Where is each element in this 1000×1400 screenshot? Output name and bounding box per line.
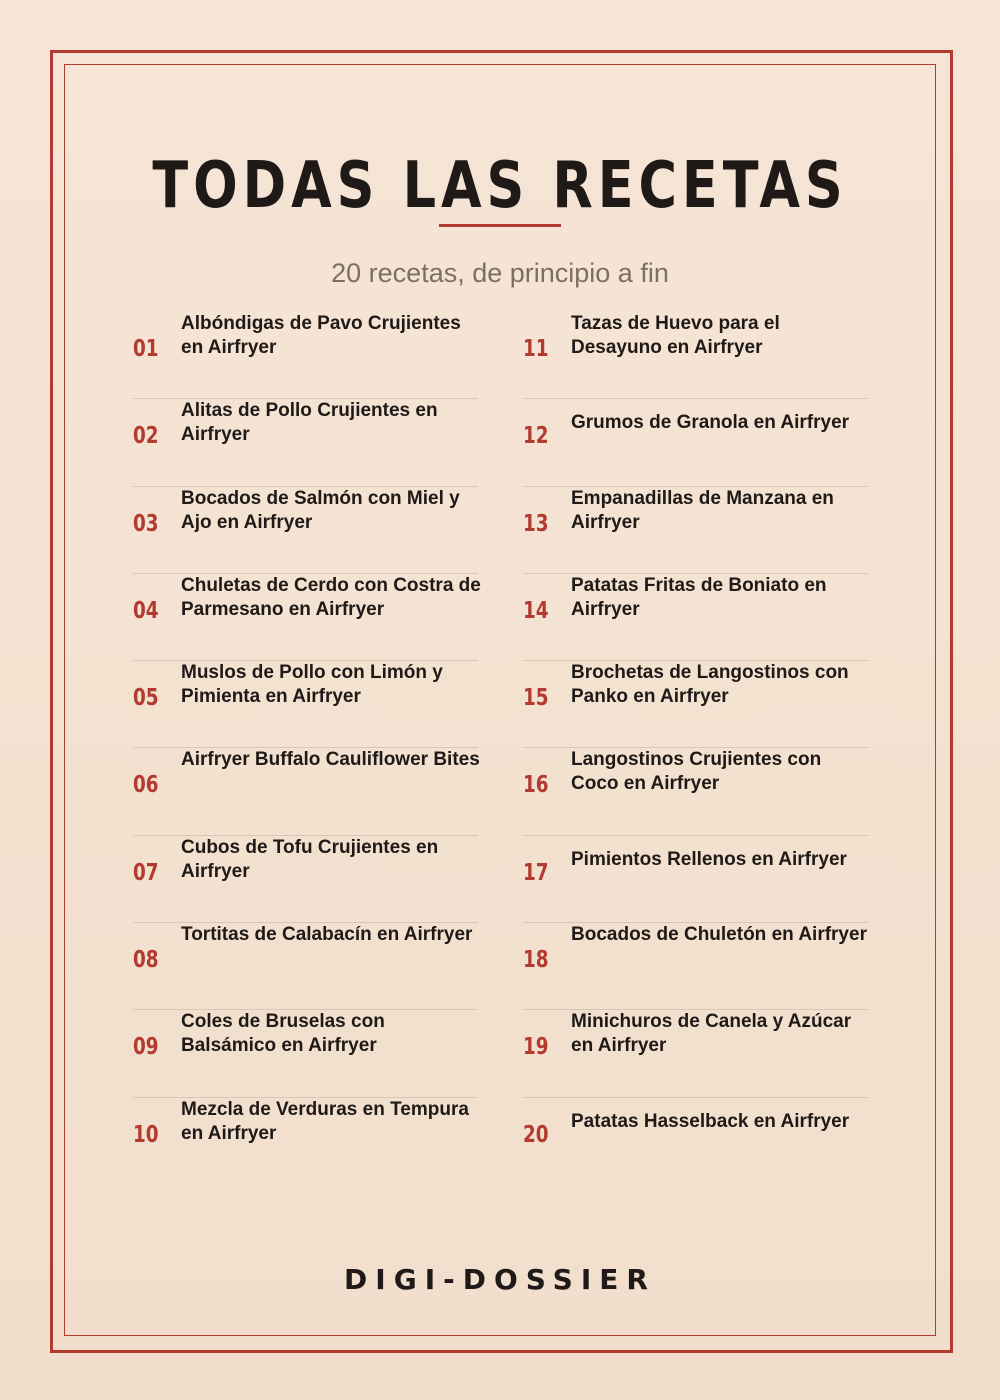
brand-footer: DIGI-DOSSIER	[344, 1263, 656, 1296]
recipe-number: 15	[523, 685, 549, 712]
recipe-number: 20	[523, 1121, 549, 1148]
recipe-number: 14	[523, 597, 549, 624]
recipe-name: Patatas Fritas de Boniato en Airfryer	[571, 574, 827, 620]
recipe-number: 07	[133, 859, 159, 886]
recipe-name: Langostinos Crujientes con Coco en Airfryer	[571, 749, 822, 795]
recipe-item[interactable]	[523, 661, 868, 748]
recipe-number: 16	[523, 772, 549, 799]
recipe-item[interactable]	[133, 748, 478, 835]
recipe-number: 10	[133, 1121, 159, 1148]
recipe-item[interactable]	[523, 487, 868, 574]
recipe-name: Empanadillas de Manzana en Airfryer	[571, 487, 834, 533]
recipe-item[interactable]	[523, 923, 868, 1010]
recipe-number: 12	[523, 423, 549, 450]
recipe-item[interactable]	[523, 399, 868, 486]
recipe-item[interactable]	[133, 487, 478, 574]
recipe-number: 02	[133, 423, 159, 450]
recipe-item[interactable]	[133, 923, 478, 1010]
recipe-number: 08	[133, 947, 159, 974]
recipe-name: Grumos de Granola en Airfryer	[571, 412, 850, 434]
recipe-number: 05	[133, 685, 159, 712]
recipe-number: 19	[523, 1034, 549, 1061]
recipe-item[interactable]	[133, 574, 481, 661]
recipe-name: Bocados de Chuletón en Airfryer	[571, 924, 867, 946]
recipe-name: Minichuros de Canela y Azúcar en Airfryer	[571, 1011, 852, 1057]
recipe-number: 01	[133, 336, 159, 362]
recipe-item[interactable]	[523, 574, 868, 661]
recipe-number: 03	[133, 510, 159, 537]
recipe-item[interactable]	[523, 1098, 868, 1184]
recipe-name: Tortitas de Calabacín en Airfryer	[181, 924, 473, 946]
recipe-name: Alitas de Pollo Crujientes en Airfryer	[181, 400, 438, 446]
recipe-name: Airfryer Buffalo Cauliflower Bites	[181, 749, 480, 771]
recipe-name: Albóndigas de Pavo Crujientes en Airfryer	[181, 313, 461, 358]
page-subtitle: 20 recetas, de principio a fin	[331, 258, 669, 288]
recipe-item[interactable]	[133, 312, 478, 399]
recipe-list-left	[133, 312, 481, 1184]
recipe-name: Bocados de Salmón con Miel y Ajo en Airfryer	[181, 487, 460, 533]
recipe-item[interactable]	[133, 836, 478, 923]
recipe-item[interactable]	[133, 1098, 478, 1184]
recipe-item[interactable]	[133, 661, 478, 748]
recipe-number: 06	[133, 772, 159, 799]
recipe-name: Muslos de Pollo con Limón y Pimienta en Airfryer	[181, 662, 443, 708]
recipe-item[interactable]	[523, 836, 868, 923]
recipe-name: Patatas Hasselback en Airfryer	[571, 1110, 850, 1132]
recipe-item[interactable]	[133, 399, 478, 486]
recipe-item[interactable]	[523, 312, 868, 399]
recipe-item[interactable]	[133, 1010, 478, 1097]
recipe-number: 11	[523, 336, 549, 362]
recipe-item[interactable]	[523, 748, 868, 835]
recipe-number: 18	[523, 947, 549, 974]
recipe-item[interactable]	[523, 1010, 868, 1097]
recipe-name: Tazas de Huevo para el Desayuno en Airfryer	[571, 313, 780, 358]
recipe-name: Cubos de Tofu Crujientes en Airfryer	[181, 836, 439, 882]
recipe-name: Pimientos Rellenos en Airfryer	[571, 848, 847, 870]
recipe-number: 17	[523, 859, 549, 886]
recipe-list-right	[523, 312, 868, 1184]
recipe-name: Brochetas de Langostinos con Panko en Airfryer	[571, 662, 849, 708]
recipe-name: Coles de Bruselas con Balsámico en Airfryer	[181, 1011, 385, 1057]
recipe-number: 13	[523, 510, 549, 537]
recipe-name: Chuletas de Cerdo con Costra de Parmesano en Airfryer	[181, 574, 481, 620]
title-underline	[439, 224, 561, 227]
recipe-name: Mezcla de Verduras en Tempura en Airfryer	[181, 1098, 469, 1144]
page-title: TODAS LAS RECETAS	[152, 149, 848, 223]
recipe-number: 09	[133, 1034, 159, 1061]
recipe-number: 04	[133, 597, 159, 624]
